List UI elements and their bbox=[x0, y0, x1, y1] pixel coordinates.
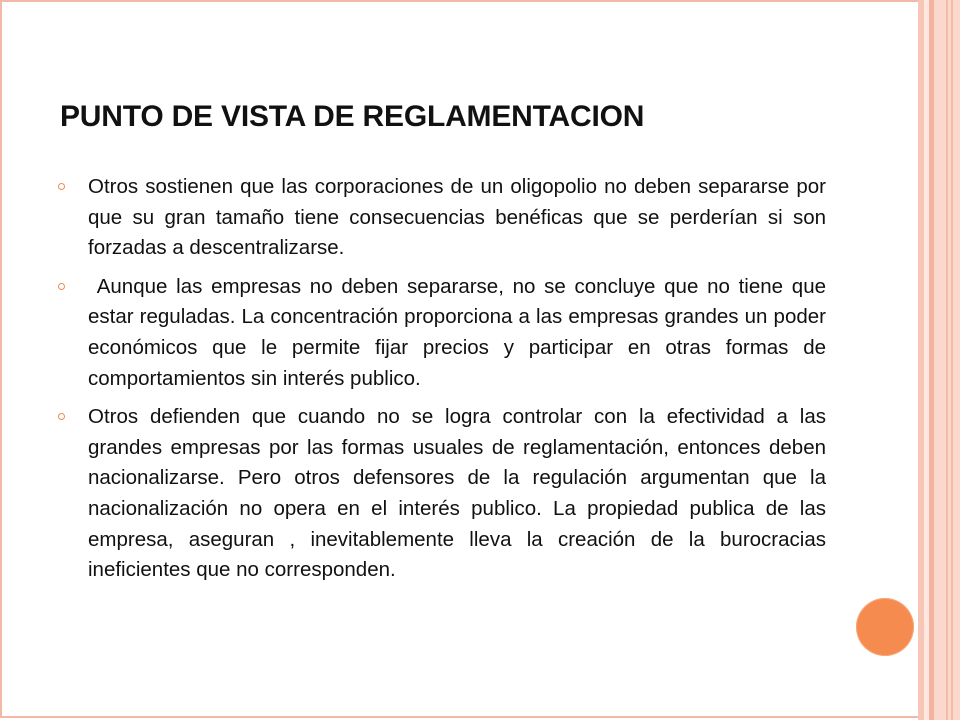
bullet-text: Aunque las empresas no deben separarse, no se concluye que no tiene que estar reguladas. La concentración proporciona a las empresas grandes un poder económicos que le permite fijar precios y participar en otras formas de comportamientos sin interés publico. bbox=[88, 274, 832, 390]
bullet-circle-icon bbox=[58, 183, 65, 190]
bullet-item bbox=[56, 272, 832, 394]
bullet-text: Otros sostienen que las corporaciones de un oligopolio no deben separarse por que su gran tamaño tiene consecuencias benéficas que se perderían si son forzadas a descentralizarse. bbox=[88, 175, 826, 260]
bullet-list bbox=[56, 172, 832, 594]
bullet-item bbox=[56, 172, 826, 264]
bullet-circle-icon bbox=[58, 413, 65, 420]
decorative-stripe bbox=[951, 0, 953, 720]
decorative-circle-icon bbox=[856, 598, 914, 656]
decorative-stripe bbox=[946, 0, 948, 720]
slide-title: PUNTO DE VISTA DE REGLAMENTACION bbox=[60, 100, 645, 133]
bullet-item bbox=[56, 402, 826, 586]
bullet-text: Otros defienden que cuando no se logra controlar con la efectividad a las grandes empresas por las formas usuales de reglamentación, entonces deben nacionalizarse. Pero otros defensores de la regulación argumentan que la nacionalización no opera en el interés publico. La propiedad publica de las empresa, aseguran , inevitablemente lleva la creación de la burocracias ineficientes que no corresponden. bbox=[88, 405, 826, 582]
bullet-circle-icon bbox=[58, 283, 65, 290]
